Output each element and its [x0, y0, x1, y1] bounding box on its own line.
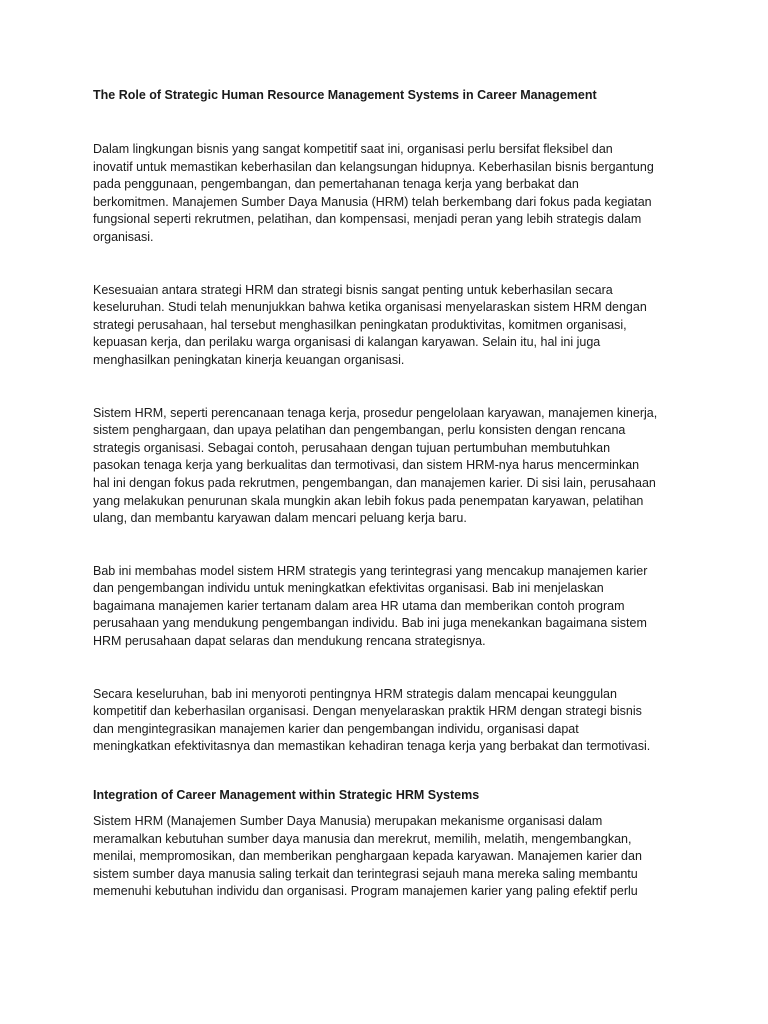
text-line: Kesesuaian antara strategi HRM dan strategi bisnis sangat penting untuk keberhasilan secara [93, 282, 613, 297]
text-line: organisasi. [93, 229, 154, 244]
section-heading: Integration of Career Management within Strategic HRM Systems [93, 788, 480, 803]
text-line: keseluruhan. Studi telah menunjukkan bahwa ketika organisasi menyelaraskan sistem HRM dengan [93, 300, 647, 315]
paragraph-chapter-model [93, 563, 681, 651]
text-line: ulang, dan membantu karyawan dalam mencari peluang kerja baru. [93, 511, 467, 526]
text-line: Sistem HRM, seperti perencanaan tenaga kerja, prosedur pengelolaan karyawan, manajemen kinerja, [93, 405, 658, 420]
text-line: dan pengembangan individu untuk meningkatkan efektivitas organisasi. Bab ini menjelaskan [93, 581, 604, 596]
text-line: meramalkan kebutuhan sumber daya manusia dan merekrut, memilih, melatih, mengembangkan, [93, 831, 632, 846]
text-line: hal ini dengan fokus pada rekrutmen, pengembangan, dan manajemen karier. Di sisi lain, perusahaan [93, 475, 656, 490]
text-line: Bab ini membahas model sistem HRM strategis yang terintegrasi yang mencakup manajemen karier [93, 563, 648, 578]
text-line: HRM perusahaan dapat selaras dan mendukung rencana strategisnya. [93, 634, 486, 649]
text-line: kepuasan kerja, dan perilaku warga organisasi di kalangan karyawan. Selain itu, hal ini juga [93, 335, 601, 350]
text-line: dan mengintegrasikan manajemen karier dan pengembangan individu, organisasi dapat [93, 721, 579, 736]
text-line: meningkatkan efektivitasnya dan memastikan kehadiran tenaga kerja yang berbakat dan termotivasi. [93, 739, 651, 754]
paragraph-integration [93, 813, 681, 901]
paragraph-summary [93, 686, 681, 756]
text-line: berkomitmen. Manajemen Sumber Daya Manusia (HRM) telah berkembang dari fokus pada kegiatan [93, 194, 652, 209]
text-line: sistem sumber daya manusia saling terkait dan terintegrasi sejauh mana mereka saling membantu [93, 866, 638, 881]
text-line: memenuhi kebutuhan individu dan organisasi. Program manajemen karier yang paling efektif perlu [93, 884, 638, 899]
document-page [93, 86, 681, 901]
text-line: strategis organisasi. Sebagai contoh, perusahaan dengan tujuan pertumbuhan membutuhkan [93, 440, 611, 455]
paragraph-intro [93, 141, 681, 247]
text-line: menghasilkan peningkatan kinerja keuangan organisasi. [93, 352, 405, 367]
text-line: pada penggunaan, pengembangan, dan pemertahanan tenaga kerja yang berbakat dan [93, 177, 579, 192]
text-line: Dalam lingkungan bisnis yang sangat kompetitif saat ini, organisasi perlu bersifat fleksibel dan [93, 142, 613, 156]
text-line: strategi perusahaan, hal tersebut menghasilkan peningkatan produktivitas, komitmen organisasi, [93, 317, 627, 332]
text-line: perusahaan yang mendukung pengembangan individu. Bab ini juga menekankan bagaimana sistem [93, 616, 647, 631]
text-line: menilai, mempromosikan, dan memberikan penghargaan kepada karyawan. Manajemen karier dan [93, 849, 642, 864]
document-title: The Role of Strategic Human Resource Management Systems in Career Management [93, 88, 597, 102]
text-line: Secara keseluruhan, bab ini menyoroti pentingnya HRM strategis dalam mencapai keunggulan [93, 686, 617, 701]
text-line: Sistem HRM (Manajemen Sumber Daya Manusia) merupakan mekanisme organisasi dalam [93, 814, 603, 829]
text-line: yang melakukan penurunan skala mungkin akan lebih fokus pada penempatan karyawan, pelatihan [93, 493, 644, 508]
text-line: pasokan tenaga kerja yang berkualitas dan termotivasi, dan sistem HRM-nya harus mencerminkan [93, 458, 640, 473]
text-line: bagaimana manajemen karier tertanam dalam area HR utama dan memberikan contoh program [93, 598, 625, 613]
text-line: fungsional seperti rekrutmen, pelatihan, dan kompensasi, menjadi peran yang lebih strategis dalam [93, 212, 642, 227]
text-line: inovatif untuk memastikan keberhasilan dan kelangsungan hidupnya. Keberhasilan bisnis bergantung [93, 159, 654, 174]
paragraph-alignment [93, 282, 681, 370]
paragraph-hrm-systems [93, 405, 681, 528]
text-line: sistem penghargaan, dan upaya pelatihan dan pengembangan, perlu konsisten dengan rencana [93, 423, 626, 438]
text-line: kompetitif dan keberhasilan organisasi. Dengan menyelaraskan praktik HRM dengan strategi bisnis [93, 704, 642, 719]
